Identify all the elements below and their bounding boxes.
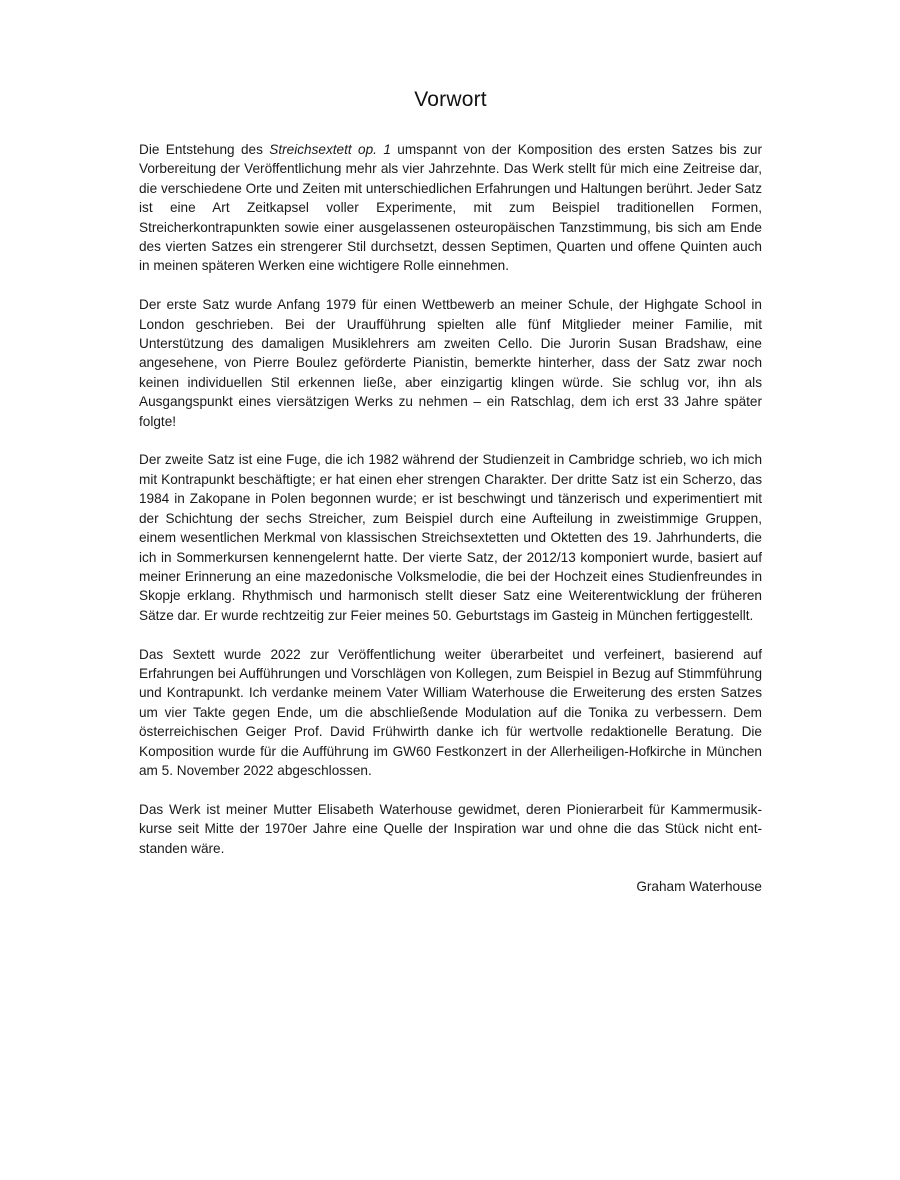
paragraph-intro-lead: Die Entstehung des	[139, 142, 270, 157]
page-title: Vorwort	[414, 88, 487, 111]
paragraph-intro	[139, 140, 762, 276]
paragraph-revision: Das Sextett wurde 2022 zur Veröffentlichung weiter überarbeitet und verfeinert, basierend auf Erfahrungen bei Aufführungen und Vorschlägen von Kollegen, zum Beispiel in Bezug auf Stimmführung und Kontrapunkt. Ich verdanke meinem Vater William Waterhouse die Erweiterung des ersten Satzes um vier Takte gegen Ende, um die abschließende Modulation auf die Tonika zu verbessern. Dem österreichischen Geiger Prof. David Frühwirth danke ich für wertvolle redaktionelle Beratung. Die Komposition wurde für die Aufführung im GW60 Festkonzert in der Allerheiligen-Hofkirche in München am 5. November 2022 abgeschlossen.	[139, 646, 762, 778]
paragraph-intro-rest: umspannt von der Komposition des ersten Satzes bis zur Vorbereitung der Veröffentlichung mehr als vier Jahrzehnte. Das Werk stellt für mich eine Zeitreise dar, die verschiedene Orte und Zeiten mit unterschiedlichen Erfahrungen und Haltungen berührt. Jeder Satz ist eine Art Zeitkapsel voller Experimente, mit zum Beispiel traditionellen Formen, Streicherkontrapunkten sowie einer ausgelassenen osteuropäischen Tanzstimmung, bis sich am Ende des vierten Satzes ein strengerer Stil durchsetzt, dessen Septimen, Quarten und offene Quinten auch in meinen späteren Werken eine wichtigere Rolle einnehmen.	[139, 142, 762, 274]
paragraph-movements-two-to-four: Der zweite Satz ist eine Fuge, die ich 1982 während der Studienzeit in Cambridge schrieb, wo ich mich mit Kontrapunkt beschäftigte; er hat einen eher strengen Charakter. Der dritte Satz ist ein Scherzo, das 1984 in Zakopane in Polen begonnen wurde; er ist beschwingt und tänzerisch und experimentiert mit der Schichtung der sechs Streicher, zum Beispiel durch eine Aufteilung in zweistimmige Gruppen, einem wesentlichen Merkmal von klassischen Streichsextetten und Oktetten des 19. Jahrhunderts, die ich in Sommerkursen kennengelernt hatte. Der vierte Satz, der 2012/13 komponiert wurde, basiert auf meiner Erinnerung an eine mazedonische Volksmelodie, die bei der Hochzeit eines Studienfreundes in Skopje erklang. Rhythmisch und harmonisch stellt dieser Satz eine Weiterentwicklung der früheren Sätze dar. Er wurde rechtzeitig zur Feier meines 50. Geburtstags im Gasteig in München fertiggestellt.	[139, 452, 762, 623]
paragraph-first-movement: Der erste Satz wurde Anfang 1979 für einen Wettbewerb an meiner Schule, der Highgate School in London geschrieben. Bei der Uraufführung spielten alle fünf Mitglieder meiner Familie, mit Unterstützung des damaligen Musiklehrers am zweiten Cello. Die Jurorin Susan Bradshaw, eine angesehene, von Pierre Boulez geförderte Pianistin, bemerkte hinterher, dass der Satz zwar noch keinen individuellen Stil erkennen ließe, aber einzigartig klingen würde. Sie schlug vor, ihn als Ausgangspunkt eines viersätzigen Werks zu nehmen – ein Ratschlag, dem ich erst 33 Jahre später folgte!	[139, 297, 762, 429]
paragraph-dedication: Das Werk ist meiner Mutter Elisabeth Waterhouse gewidmet, deren Pionierarbeit für Kammermusikkurse seit Mitte der 1970er Jahre eine Quelle der Inspiration war und ohne die das Stück nicht entstanden wäre.	[139, 801, 762, 856]
work-title: Streichsextett op. 1	[269, 142, 391, 157]
document-body	[139, 140, 762, 897]
author-signature: Graham Waterhouse	[636, 879, 762, 895]
